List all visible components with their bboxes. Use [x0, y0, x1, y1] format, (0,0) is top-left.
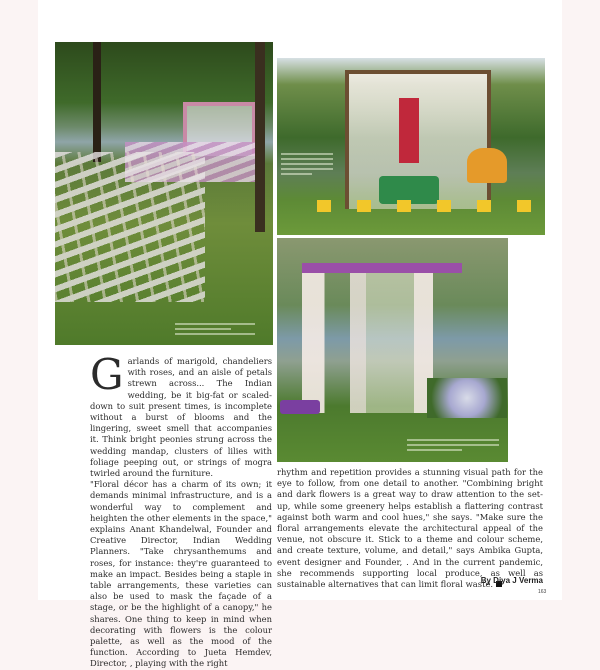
marigold-arrangement	[467, 148, 507, 183]
tree-trunk	[255, 42, 265, 232]
white-chairs	[55, 152, 205, 302]
photo-lakeside-ceremony-aisle	[55, 42, 273, 345]
article-paragraph: "Floral décor has a charm of its own; it demands minimal infrastructure, and is a wonderful way to complement and heighten the other elements in the space," explains Anant Khandelwal, Founder and Creative Director, Indian Wedding Planners. "Take chrysanthemums and roses, for instance: they're guaranteed to make an impact. Besides being a staple in table arrangements, these varieties can also be used to mask the façade of a stage, or be the highlight of a canopy," he shares. One thing to keep in mind when decorating with flowers is the colour palette, as well as the mood of the function. According to Jueta Hemdev, Director, , playing with the right	[90, 479, 272, 669]
byline: By Diya J Verma	[480, 576, 543, 585]
photo-caption	[281, 150, 333, 178]
flower-bed	[427, 378, 507, 418]
article-paragraph: arlands of marigold, chandeliers with roses, and an aisle of petals strewn across... The Indian wedding, be it big-fat or scaled-down to suit present times, is incomplete without a burst of blooms and the lingering, sweet smell that accompanies it. Think bright peonies strung across the wedding mandap, clusters of lilies with foliage peeping out, or strings of mogra twirled around the furniture.	[90, 356, 272, 479]
red-panel	[399, 98, 419, 163]
article-column-2	[277, 467, 543, 590]
photo-caption	[407, 436, 499, 454]
photo-canopy-with-lanterns	[277, 58, 545, 235]
photo-contemporary-gazebo	[277, 238, 508, 462]
marigold-row	[317, 200, 545, 212]
photo-caption	[175, 320, 255, 338]
drop-cap: G	[90, 350, 124, 399]
palm-trunk	[93, 42, 101, 162]
article-column-1	[90, 350, 272, 670]
page-number: 163	[538, 589, 547, 595]
article-paragraph	[277, 467, 543, 590]
purple-chair	[280, 400, 320, 414]
paragraph-text: rhythm and repetition provides a stunning visual path for the eye to follow, from one detail to another. "Combining bright and dark flowers is a great way to draw attention to the set-up, while some greenery helps establish a flattering contrast against both warm and cool hues," she says. "Make sure the floral arrangements elevate the architectural appeal of the venue, not obscure it. Stick to a theme and colour scheme, and create texture, volume, and detail," says Ambika Gupta, event designer and Founder, . And in the current pandemic, she recommends supporting local produce, as well as sustainable alternatives that can limit floral waste.	[277, 467, 543, 590]
